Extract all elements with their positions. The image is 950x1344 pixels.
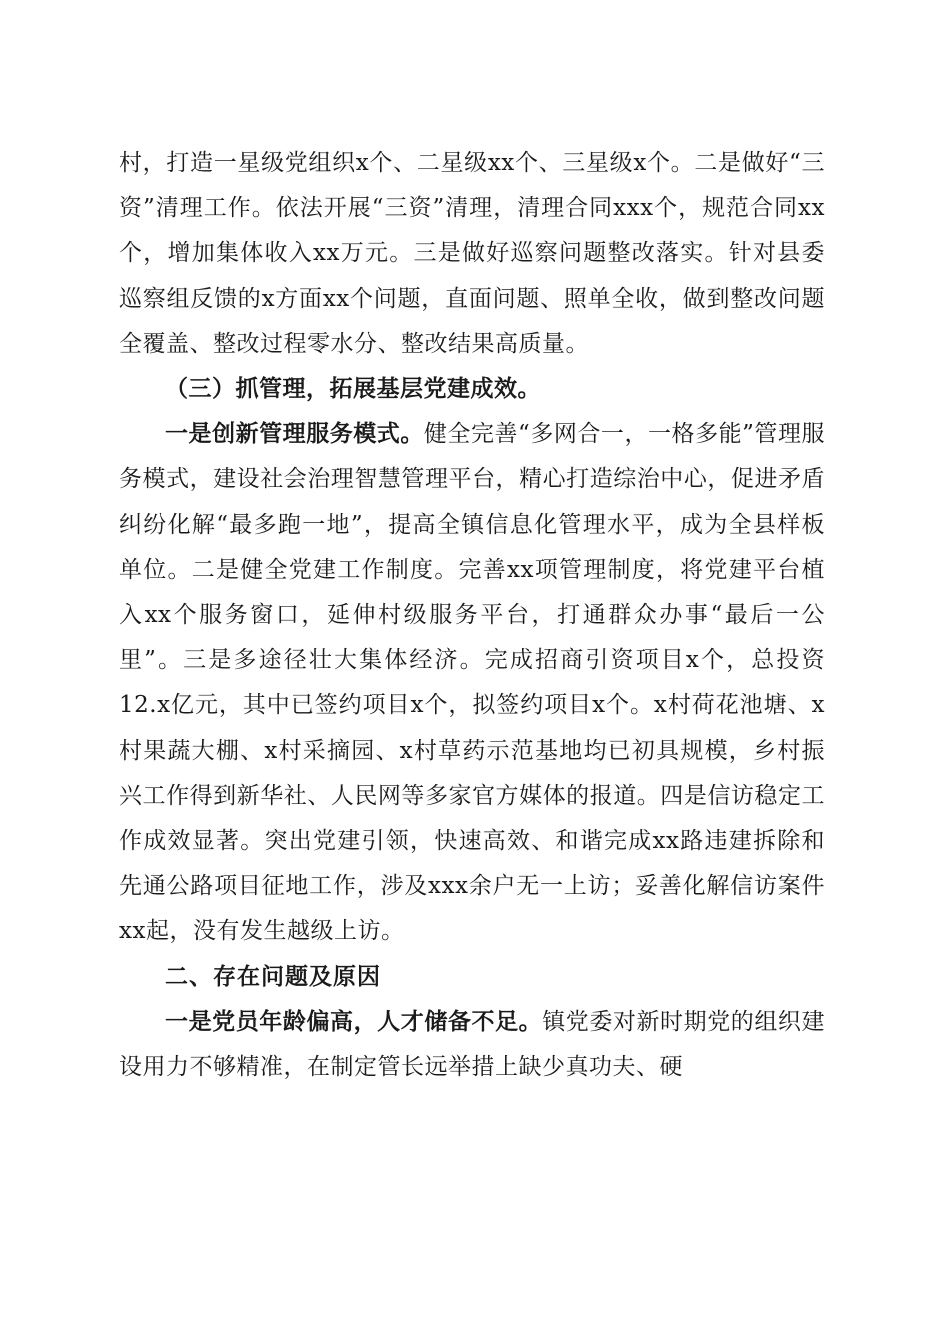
paragraph-continuation: 村，打造一星级党组织x个、二星级xx个、三星级x个。二是做好“三资”清理工作。依法开展“三资”清理，清理合同xxx个，规范合同xx个，增加集体收入xx万元。三是做好巡察问题整改落实。针对县委巡察组反馈的x方面xx个问题，直面问题、照单全收，做到整改问题全覆盖、整改过程零水分、整改结果高质量。 bbox=[119, 150, 825, 357]
subheading-three: （三）抓管理，拓展基层党建成效。 bbox=[165, 376, 541, 403]
paragraph-management bbox=[119, 412, 825, 954]
paragraph-management-lead: 一是创新管理服务模式。 bbox=[165, 421, 424, 448]
paragraph-problems-body: 镇党委对新时期党的组织建设用力不够精准，在制定管长远举措上缺少真功夫、硬 bbox=[119, 1008, 826, 1081]
paragraph-problems bbox=[119, 1000, 825, 1090]
paragraph-management-body: 健全完善“多网合一，一格多能”管理服务模式，建设社会治理智慧管理平台，精心打造综治中心，促进矛盾纠纷化解“最多跑一地”，提高全镇信息化管理水平，成为全县样板单位。二是健全党建工作制度。完善xx项管理制度，将党建平台植入xx个服务窗口，延伸村级服务平台，打通群众办事“最后一公里”。三是多途径壮大集体经济。完成招商引资项目x个，总投资12.x亿元，其中已签约项目x个，拟签约项目x个。x村荷花池塘、x村果蔬大棚、x村采摘园、x村草药示范基地均已初具规模，乡村振兴工作得到新华社、人民网等多家官方媒体的报道。四是信访稳定工作成效显著。突出党建引领，快速高效、和谐完成xx路违建拆除和先通公路项目征地工作，涉及xxx余户无一上访；妥善化解信访案件xx起，没有发生越级上访。 bbox=[119, 421, 825, 945]
paragraph-problems-lead: 一是党员年龄偏高，人才储备不足。 bbox=[165, 1008, 543, 1035]
section-heading-problems: 二、存在问题及原因 bbox=[165, 963, 381, 990]
document-body bbox=[119, 141, 825, 1090]
